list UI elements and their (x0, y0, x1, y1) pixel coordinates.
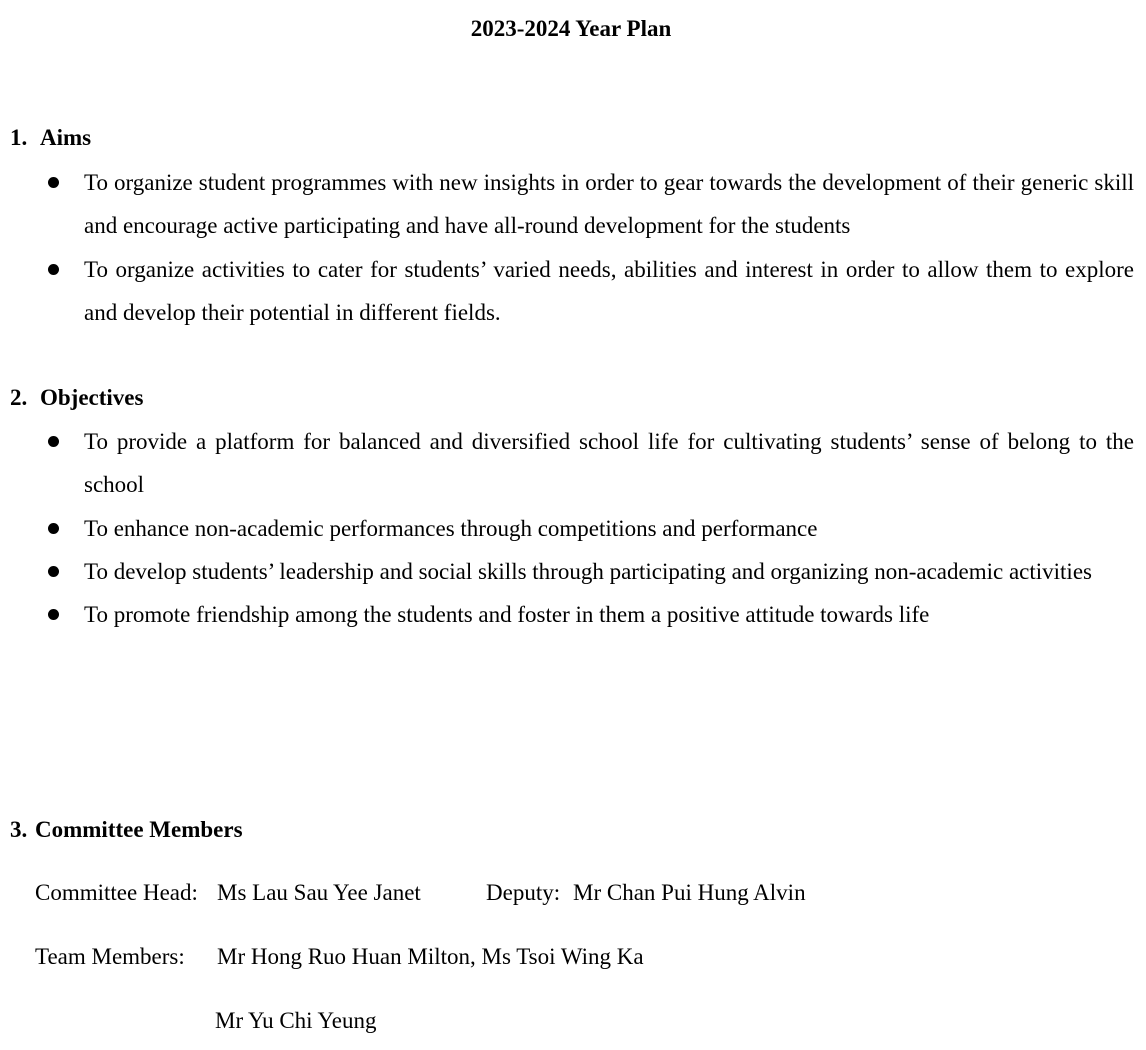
page-title: 2023-2024 Year Plan (470, 16, 672, 41)
list-item (48, 550, 1134, 593)
aims-item-text: To organize activities to cater for students’ varied needs, abilities and interest in order to allow them to explore and develop their potential in different fields. (84, 256, 1134, 325)
aims-list (48, 161, 1134, 334)
objectives-heading-text: Objectives (40, 385, 144, 410)
aims-heading (10, 123, 91, 153)
aims-item-text: To organize student programmes with new insights in order to gear towards the development of their generic skill and encourage active participating and have all-round development for the students (84, 170, 1134, 239)
objectives-number: 2. (10, 385, 28, 410)
bullet-icon (48, 609, 59, 620)
team-members-line-1: Mr Hong Ruo Huan Milton, Ms Tsoi Wing Ka (217, 944, 644, 969)
bullet-icon (48, 566, 59, 577)
bullet-icon (48, 523, 59, 534)
committee-number: 3. (10, 817, 28, 842)
deputy-name: Mr Chan Pui Hung Alvin (573, 880, 806, 905)
objectives-item-text: To enhance non-academic performances through competitions and performance (84, 515, 818, 541)
committee-head-name: Ms Lau Sau Yee Janet (217, 880, 421, 905)
bullet-icon (48, 264, 59, 275)
objectives-heading (10, 383, 143, 413)
bullet-icon (48, 177, 59, 188)
objectives-item-text: To develop students’ leadership and social skills through participating and organizing non-academic activities (84, 558, 1092, 584)
committee-head-label: Committee Head: (35, 880, 198, 905)
objectives-item-text: To promote friendship among the students and foster in them a positive attitude towards life (84, 602, 930, 628)
committee-heading-text: Committee Members (35, 817, 243, 842)
deputy-label: Deputy: (486, 880, 561, 905)
objectives-item-text: To provide a platform for balanced and diversified school life for cultivating students’ sense of belong to the school (84, 429, 1134, 498)
committee-heading (10, 815, 243, 845)
team-members-line-2: Mr Yu Chi Yeung (215, 1008, 377, 1033)
aims-number: 1. (10, 125, 28, 150)
bullet-icon (48, 436, 59, 447)
objectives-list (48, 420, 1134, 636)
list-item (48, 507, 1134, 550)
list-item (48, 593, 1134, 636)
list-item (48, 161, 1134, 248)
list-item (48, 420, 1134, 507)
team-members-label: Team Members: (35, 944, 185, 969)
aims-heading-text: Aims (40, 125, 92, 150)
list-item (48, 248, 1134, 335)
